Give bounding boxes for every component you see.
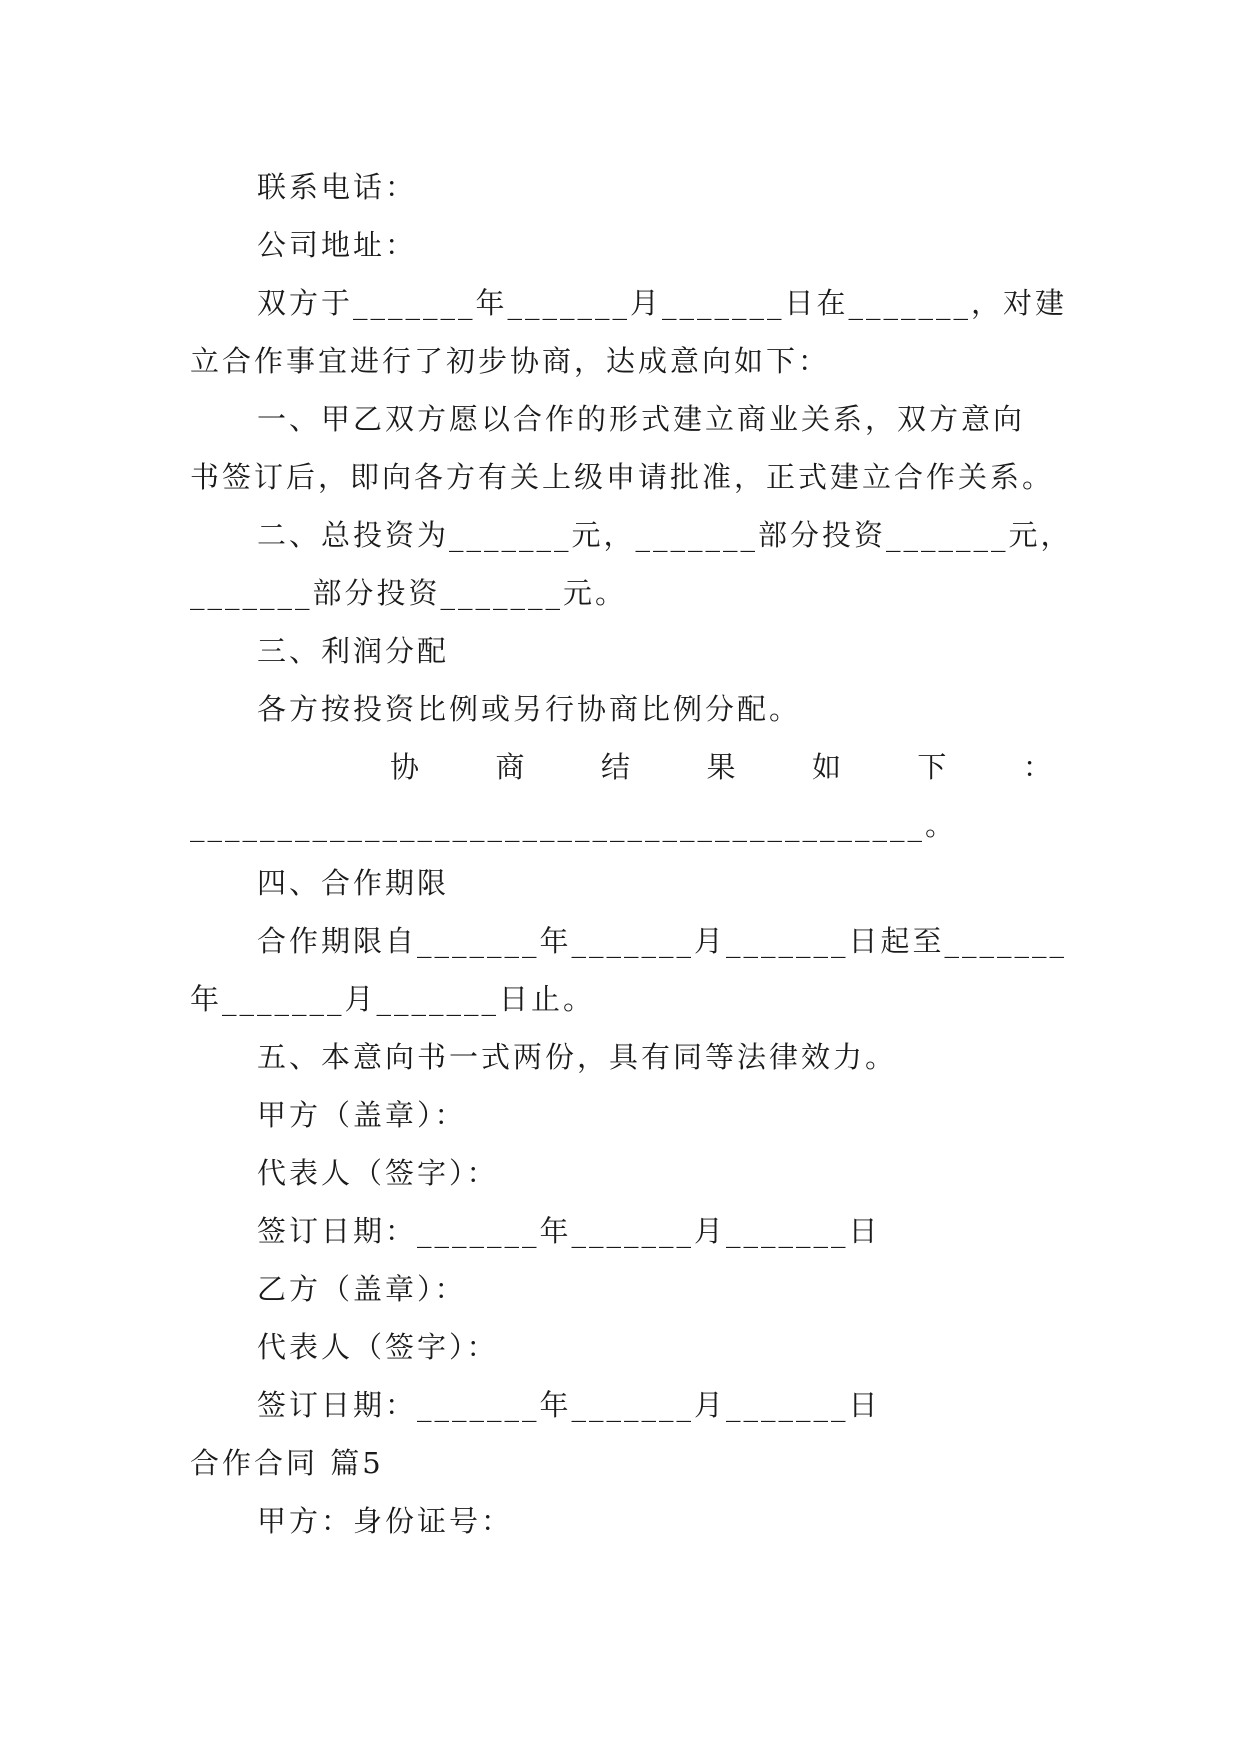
spread-char: 商 bbox=[495, 750, 525, 784]
company-address-line: 公司地址： bbox=[257, 228, 418, 262]
paragraph-line: 双方于_______年_______月_______日在_______，对建 bbox=[257, 286, 1068, 320]
clause-2-line: 二、总投资为_______元，_______部分投资_______元， bbox=[257, 518, 1073, 552]
spread-char: 果 bbox=[706, 750, 736, 784]
clause-4-line: 合作期限自_______年_______月_______日起至_______ bbox=[257, 924, 1068, 958]
contact-phone-line: 联系电话： bbox=[257, 170, 418, 204]
clause-1-line: 书签订后，即向各方有关上级申请批准，正式建立合作关系。 bbox=[190, 460, 1055, 494]
party-a-date-line: 签订日期：_______年_______月_______日 bbox=[257, 1214, 881, 1248]
clause-5-line: 五、本意向书一式两份，具有同等法律效力。 bbox=[257, 1040, 898, 1074]
clause-3-heading: 三、利润分配 bbox=[257, 634, 450, 668]
clause-1-line: 一、甲乙双方愿以合作的形式建立商业关系，双方意向 bbox=[257, 402, 1026, 436]
section-heading: 合作合同 篇5 bbox=[190, 1446, 384, 1480]
spread-char: 如 bbox=[811, 750, 841, 784]
party-b-seal-line: 乙方（盖章）： bbox=[257, 1272, 467, 1306]
party-a-representative-line: 代表人（签字）： bbox=[257, 1156, 499, 1190]
paragraph-line: 立合作事宜进行了初步协商，达成意向如下： bbox=[190, 344, 831, 378]
spread-char: 下 bbox=[917, 750, 947, 784]
spread-char: ： bbox=[1022, 750, 1052, 784]
clause-4-heading: 四、合作期限 bbox=[257, 866, 450, 900]
clause-2-line: _______部分投资_______元。 bbox=[190, 576, 628, 610]
negotiation-result-line bbox=[257, 747, 1052, 787]
party-a-seal-line: 甲方（盖章）： bbox=[257, 1098, 467, 1132]
party-b-date-line: 签订日期：_______年_______月_______日 bbox=[257, 1388, 881, 1422]
party-a-id-line: 甲方：身份证号： bbox=[257, 1504, 514, 1538]
blank-result-line: __________________________________________。 bbox=[190, 808, 958, 842]
party-b-representative-line: 代表人（签字）： bbox=[257, 1330, 499, 1364]
clause-3-line: 各方按投资比例或另行协商比例分配。 bbox=[257, 692, 802, 726]
spread-char: 协 bbox=[390, 750, 420, 784]
clause-4-line: 年_______月_______日止。 bbox=[190, 982, 596, 1016]
spread-char: 结 bbox=[600, 750, 630, 784]
